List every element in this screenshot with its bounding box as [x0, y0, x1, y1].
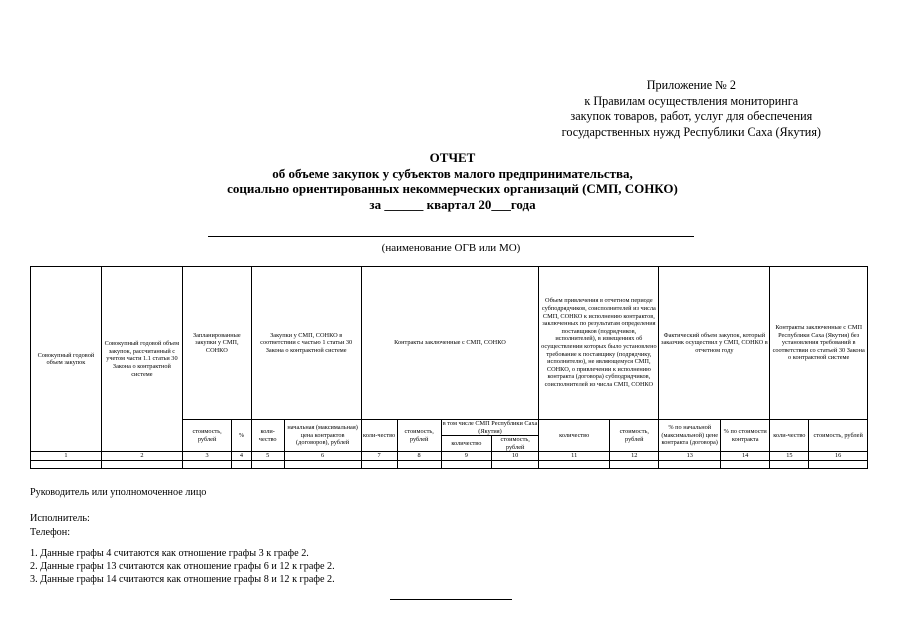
footnote: 2. Данные графы 13 считаются как отношение графы 6 и 12 к графе 2. — [30, 561, 335, 572]
column-number: 6 — [284, 452, 361, 461]
header-planned-purchases: Запланированные закупки у СМП, СОНКО — [182, 267, 251, 420]
column-number: 12 — [610, 452, 659, 461]
empty-cell — [397, 460, 441, 468]
subheader-cost: стоимость, рублей — [492, 436, 539, 452]
column-number: 3 — [182, 452, 231, 461]
header-contracts-yakutia: Контракты заключенные с СМП Республики Саха (Якутия) без установления требований в соответствии со статьей 30 Закона о контрактной системе — [770, 267, 868, 420]
column-number: 2 — [101, 452, 182, 461]
column-number: 16 — [809, 452, 868, 461]
header-actual-volume: Фактический объем закупок, который заказчик осуществил у СМП, СОНКО в отчетном году — [659, 267, 770, 420]
header-total-volume-adjusted: Совокупный годовой объем закупок, рассчитанный с учетом части 1.1 статьи 30 Закона о контрактной системе — [101, 267, 182, 452]
head-signature-label: Руководитель или уполномоченное лицо — [30, 487, 207, 498]
empty-cell — [251, 460, 284, 468]
appendix-line: Приложение № 2 — [646, 78, 736, 92]
org-caption: (наименование ОГВ или МО) — [381, 242, 521, 254]
subheader-cost: стоимость, рублей — [610, 420, 659, 452]
report-title-block — [0, 150, 905, 212]
column-number: 11 — [539, 452, 610, 461]
report-subtitle: об объеме закупок у субъектов малого предпринимательства, — [272, 165, 633, 181]
executor-label: Исполнитель: — [30, 513, 90, 524]
appendix-line: к Правилам осуществления мониторинга — [584, 93, 799, 108]
appendix-block — [562, 78, 821, 140]
subheader-initial-price: начальная (максимальная) цена контрактов (договоров), рублей — [284, 420, 361, 452]
subheader-pct-cost: % по стоимости контракта — [721, 420, 770, 452]
report-period: за ______ квартал 20___года — [369, 196, 536, 212]
report-table — [30, 266, 868, 469]
empty-cell — [809, 460, 868, 468]
subheader-cost: стоимость, рублей — [397, 420, 441, 452]
footnote: 1. Данные графы 4 считаются как отношение графы 3 к графе 2. — [30, 548, 309, 559]
column-number: 13 — [659, 452, 721, 461]
empty-cell — [31, 460, 102, 468]
empty-cell — [101, 460, 182, 468]
empty-cell — [441, 460, 491, 468]
column-number: 5 — [251, 452, 284, 461]
column-number: 7 — [361, 452, 397, 461]
empty-cell — [232, 460, 252, 468]
empty-cell — [539, 460, 610, 468]
empty-cell — [284, 460, 361, 468]
empty-cell — [610, 460, 659, 468]
column-number: 4 — [232, 452, 252, 461]
footnote: 3. Данные графы 14 считаются как отношение графы 8 и 12 к графе 2. — [30, 574, 335, 585]
appendix-line: государственных нужд Республики Саха (Якутия) — [561, 124, 821, 139]
column-number: 15 — [770, 452, 809, 461]
header-contracts-smp: Контракты заключенные с СМП, СОНКО — [361, 267, 539, 420]
header-subcontractors: Объем привлечения в отчетном периоде субподрядчиков, соисполнителей из числа СМП, СОНКО к исполнению контрактов, заключенных по результатам определения поставщиков (подрядчиков, исполнителей), в извещениях об осуществлении которых было установлено требование к поставщику (подрядчику, исполнителю), не являющемуся СМП, СОНКО, о привлечении к исполнению контракта (договора) субподрядчиков, соисполнителей из числа СМП, СОНКО — [539, 267, 659, 420]
subheader-quantity: коли-чество — [251, 420, 284, 452]
subheader-cost: стоимость, рублей — [809, 420, 868, 452]
bottom-divider — [390, 599, 512, 600]
column-number: 14 — [721, 452, 770, 461]
subheader-smp-yakutia: в том числе СМП Республики Саха (Якутия) — [442, 420, 538, 435]
empty-cell — [721, 460, 770, 468]
column-number: 10 — [492, 452, 539, 461]
empty-cell — [770, 460, 809, 468]
empty-cell — [492, 460, 539, 468]
subheader-cost: стоимость, рублей — [182, 420, 231, 452]
header-total-volume: Совокупный годовой объем закупок — [31, 267, 102, 452]
appendix-line: закупок товаров, работ, услуг для обеспечения — [570, 109, 813, 123]
subheader-quantity: количество — [539, 420, 610, 452]
subheader-quantity: количество — [441, 436, 491, 452]
report-title: ОТЧЕТ — [429, 150, 476, 165]
empty-cell — [361, 460, 397, 468]
subheader-quantity: коли-чество — [361, 420, 397, 452]
org-name-line — [208, 236, 694, 237]
column-number: 1 — [31, 452, 102, 461]
subheader-pct-initial: % по начальной (максимальной) цене контракта (договора) — [659, 420, 721, 452]
empty-cell — [659, 460, 721, 468]
column-number: 9 — [441, 452, 491, 461]
subheader-percent: % — [232, 420, 252, 452]
column-number: 8 — [397, 452, 441, 461]
header-purchases-art30: Закупки у СМП, СОНКО в соответствии с частью 1 статьи 30 Закона о контрактной системе — [251, 267, 361, 420]
empty-cell — [182, 460, 231, 468]
report-subtitle: социально ориентированных некоммерческих организаций (СМП, СОНКО) — [227, 181, 678, 197]
phone-label: Телефон: — [30, 527, 71, 538]
subheader-quantity: коли-чество — [770, 420, 809, 452]
